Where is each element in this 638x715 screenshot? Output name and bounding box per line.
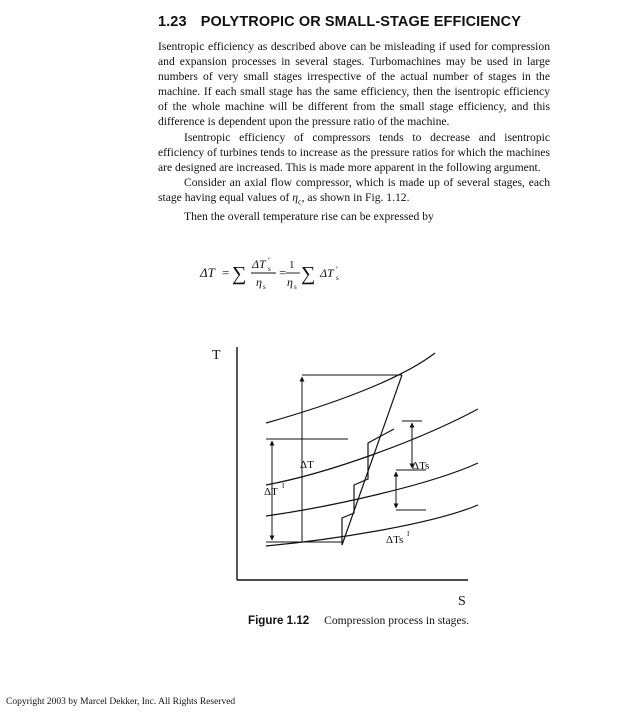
eq-sum-2: ∑ [301, 263, 316, 285]
label-delta-t-prime: ΔT [264, 486, 278, 498]
y-axis-label: T [212, 348, 221, 363]
eq-frac1-prime: ′ [268, 256, 270, 266]
eta-subscript: c [298, 197, 302, 207]
eq-frac2-num: 1 [289, 259, 295, 271]
eq-frac2-den: η [287, 275, 293, 289]
eq-equals-1: = [222, 265, 230, 280]
isobar-3 [266, 409, 478, 485]
isobar-2 [266, 463, 478, 516]
eta-symbol: η [292, 190, 299, 204]
section-title: POLYTROPIC OR SMALL-STAGE EFFICIENCY [200, 14, 521, 30]
eq-frac1-num-sub: s [268, 265, 271, 273]
figure-caption-text: Compression process in stages. [324, 614, 470, 627]
section-number: 1.23 [158, 14, 187, 30]
actual-compression-line [342, 375, 402, 545]
isobar-4 [266, 353, 435, 423]
label-delta-t: ΔT [300, 459, 314, 471]
label-delta-ts-prime-mark: I [407, 530, 410, 538]
eq-frac2-den-sub: s [294, 283, 297, 291]
body-text [158, 39, 550, 224]
eq-equals-2: = [279, 265, 287, 280]
paragraph-2: Isentropic efficiency of compressors tends to decrease and isentropic efficiency of turbines tends to increase as the pressure ratios for which the machines are designed are increased. This is made more apparent in the following argument. [158, 130, 550, 174]
eq-lhs: ΔT [200, 265, 215, 280]
copyright-footer: Copyright 2003 by Marcel Dekker, Inc. All Rights Reserved [6, 697, 236, 707]
eq-frac1-den: η [256, 275, 262, 289]
label-delta-ts: ΔTs [412, 460, 430, 472]
paragraph-4: Then the overall temperature rise can be expressed by [184, 210, 434, 224]
paragraph-3-end: , as shown in Fig. 1.12. [301, 190, 410, 204]
figure-caption-label: Figure 1.12 [248, 614, 310, 627]
eq-frac1-den-sub: s [263, 283, 266, 291]
paragraph-3 [158, 175, 550, 210]
eq-term-prime: ′ [336, 265, 338, 275]
figure-caption [248, 614, 469, 627]
overall-temperature-equation [200, 256, 380, 296]
eq-sum-1: ∑ [232, 263, 247, 285]
eq-frac1-num: ΔT [252, 257, 266, 271]
label-delta-t-prime-mark: I [282, 482, 285, 490]
eq-term: ΔT [320, 266, 334, 280]
eq-term-sub: s [336, 274, 339, 282]
section-heading [158, 14, 521, 30]
compression-process-diagram [190, 335, 490, 610]
x-axis-label: S [458, 594, 466, 609]
label-delta-ts-prime: ΔTs [386, 534, 404, 546]
stage-staircase [342, 429, 394, 545]
paragraph-1: Isentropic efficiency as described above can be misleading if used for compression and expansion processes in several stages. Turbomachines may be used in large numbers of very small stages irrespective of the actual number of stages in the machine. If each small stage has the same efficiency, then the isentropic efficiency of the whole machine will be different from the small stage efficiency, and this difference is dependent upon the pressure ratio of the machine. [158, 40, 550, 129]
paragraph-3-text: Consider an axial flow compressor, which is made up of several stages, each stage having equal values of [158, 175, 550, 204]
